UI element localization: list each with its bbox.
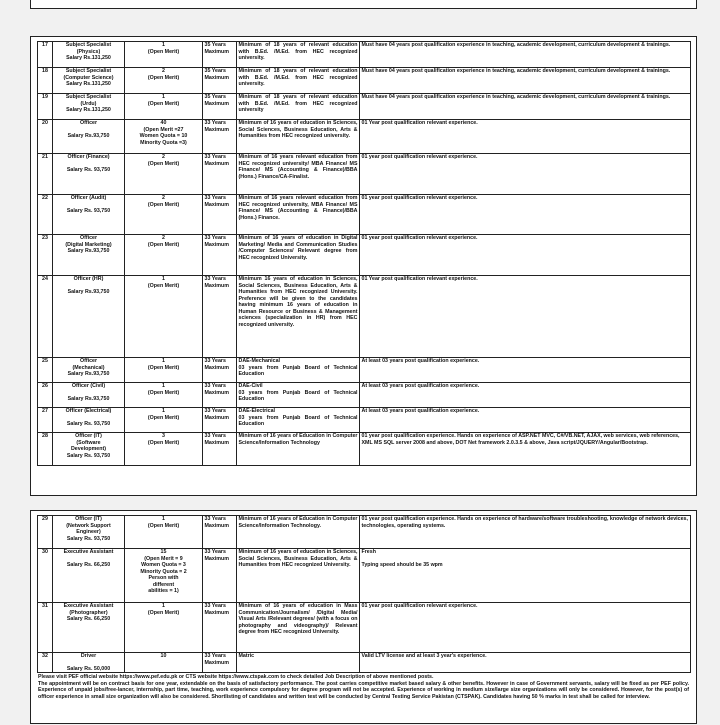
- post-title-cell: [53, 516, 125, 549]
- experience: 01 year post qualification experience. Hands on experience of hardware/software troubleshooting, knowledge of network devices, technologies, operating systems.: [360, 516, 691, 549]
- qualification: DAE-Mechanical 03 years from Punjab Board of Technical Education: [237, 358, 360, 383]
- note-terms: The appointment will be on contract basis for one year, extendable on the basis of satisfactory performance. The post carries competitive market based salary & other benefits. However in case of Government servants, salary will be fixed as per PEF policy. Experience of unpaid jobs/free-lancer, internship, part time, teaching, work experience compulsory for degree program will not be accepted. Experience of working in medium size/large size organizations will only be considered. However, for the post(s) of officer experience in small size organization will also be considered. Shortlisting of candidates and written test will be conducted by Central Testing Service Pakistan (CTSPAK). Candidates having 50 % marks in test shall be called for interview.: [38, 680, 689, 700]
- qualification: Minimum of 16 years of Education in Computer Science/Information Technology: [237, 433, 360, 466]
- qualification: DAE-Civil 03 years from Punjab Board of Technical Education: [237, 383, 360, 408]
- seat-quota: 40: [160, 120, 167, 126]
- table-row: [38, 549, 691, 603]
- table-row: [38, 154, 691, 195]
- experience: Must have 04 years post qualification experience in teaching, academic development, curriculum development & trainings.: [360, 42, 691, 68]
- qualification: Minimum of 16 years of education in Sciences, Social Sciences, Business Education, Arts & Humanities from HEC recognized university.: [237, 120, 360, 154]
- table-row: [38, 516, 691, 549]
- table-row: [38, 68, 691, 94]
- document-page-1: [30, 36, 697, 496]
- seat-quota: (Open Merit): [147, 201, 180, 208]
- table-row: [38, 408, 691, 433]
- post-number: 22: [38, 195, 53, 235]
- age-limit: 33 Years Maximum: [203, 235, 237, 276]
- post-number: 28: [38, 433, 53, 466]
- qualification: Minimum of 18 years of relevant education with B.Ed. /M.Ed. from HEC recognized university.: [237, 42, 360, 68]
- seat-quota: 15: [160, 549, 167, 555]
- age-limit: 33 Years Maximum: [203, 549, 237, 603]
- qualification: Minimum of 16 years of education in Digital Marketing/ Media and Communication Studies /Computer Sciences/ Relevant degree from HEC recognized University.: [237, 235, 360, 276]
- post-salary: Salary Rs. 66,250: [66, 561, 111, 568]
- seat-quota: (Open Merit): [147, 364, 180, 371]
- seat-quota: Women Quota = 3: [141, 562, 186, 568]
- footer-notes: [37, 673, 690, 700]
- post-number: 27: [38, 408, 53, 433]
- post-title: Officer (IT) (Network Support Engineer): [66, 516, 111, 535]
- post-title-cell: [53, 603, 125, 653]
- qualification: Minimum of 18 years of relevant education with B.Ed. /M.Ed. from HEC recognized university.: [237, 68, 360, 94]
- experience: 01 year post qualification relevant experience.: [360, 235, 691, 276]
- qualification: Minimum of 16 years relevant education from HEC recognized university/ MBA Finance/ MS Finance/ MS (Accounting & Finance)/BBA (Hons.) Finance/CA-Finalist.: [237, 154, 360, 195]
- post-title: Officer (Finance): [67, 154, 110, 160]
- note-website: Please visit PEF official website https://www.pef.edu.pk or CTS website https://www.ctspak.com to check detailed Job Description of above mentioned posts.: [38, 674, 434, 680]
- seat-quota: (Open Merit): [147, 74, 180, 81]
- seat-quota: Person with: [148, 575, 179, 581]
- posts-table-2: [37, 515, 691, 673]
- seats-cell: [125, 68, 203, 94]
- post-salary: Salary Rs.93,750: [67, 371, 110, 377]
- post-title-cell: [53, 358, 125, 383]
- post-salary: Salary Rs. 93,750: [66, 535, 111, 542]
- seats-cell: [125, 383, 203, 408]
- seats-cell: [125, 603, 203, 653]
- experience: 01 year post qualification relevant experience.: [360, 195, 691, 235]
- post-title: Officer (Digital Marketing): [65, 235, 112, 248]
- experience: 01 year post qualification experience. Hands on experience of ASP.NET MVC, C#/VB.NET, AJAX, web services, web references, XML MS SQL server 2008 and above, DOT Net framework 2.0.3.5 & above, Java script/JQUERY/Angular/Bootstrap.: [360, 433, 691, 466]
- seats-cell: [125, 276, 203, 358]
- seat-quota: 1: [162, 383, 165, 389]
- post-title: Officer (Mechanical): [72, 358, 105, 371]
- post-title: Officer (Electrical): [65, 408, 112, 414]
- seat-quota: 2: [162, 154, 165, 160]
- seats-cell: [125, 549, 203, 603]
- post-salary: Salary Rs.131,250: [66, 55, 111, 61]
- seats-cell: [125, 653, 203, 673]
- post-number: 19: [38, 94, 53, 120]
- post-title-cell: [53, 549, 125, 603]
- experience: 01 year post qualification relevant experience.: [360, 603, 691, 653]
- post-title-cell: [53, 276, 125, 358]
- seat-quota: 3: [162, 433, 165, 439]
- post-title: Subject Specialist (Physics): [65, 42, 112, 55]
- seat-quota: (Open Merit =27: [143, 126, 184, 133]
- table-row: [38, 603, 691, 653]
- qualification: DAE-Electrical 03 years from Punjab Board of Technical Education: [237, 408, 360, 433]
- post-number: 21: [38, 154, 53, 195]
- post-title-cell: [53, 120, 125, 154]
- seat-quota: (Open Merit): [147, 389, 180, 396]
- post-number: 29: [38, 516, 53, 549]
- seat-quota: 1: [162, 358, 165, 364]
- post-salary: Salary Rs.93,750: [67, 288, 110, 295]
- seat-quota: (Open Merit): [147, 241, 180, 248]
- seat-quota: (Open Merit): [147, 414, 180, 421]
- seat-quota: Minority Quota = 2: [140, 568, 187, 575]
- seat-quota: (Open Merit = 9: [144, 555, 183, 562]
- age-limit: 33 Years Maximum: [203, 383, 237, 408]
- qualification: Matric: [237, 653, 360, 673]
- seats-cell: [125, 94, 203, 120]
- post-salary: Salary Rs. 66,250: [66, 616, 111, 622]
- post-title: Driver: [80, 653, 97, 659]
- seats-cell: [125, 516, 203, 549]
- post-title-cell: [53, 433, 125, 466]
- post-number: 25: [38, 358, 53, 383]
- post-salary: Salary Rs. 93,750: [66, 420, 111, 427]
- post-number: 17: [38, 42, 53, 68]
- age-limit: 33 Years Maximum: [203, 653, 237, 673]
- post-title-cell: [53, 68, 125, 94]
- post-title-cell: [53, 235, 125, 276]
- post-title-cell: [53, 154, 125, 195]
- post-salary: Salary Rs.93,750: [67, 132, 110, 139]
- experience: Must have 04 years post qualification experience in teaching, academic development, curriculum development & trainings.: [360, 68, 691, 94]
- posts-table-1: [37, 41, 691, 466]
- post-salary: Salary Rs. 93,750: [66, 166, 111, 173]
- post-number: 20: [38, 120, 53, 154]
- post-title: Officer (Civil): [71, 383, 106, 389]
- seats-cell: [125, 154, 203, 195]
- experience: Valid LTV license and at least 3 year's experience.: [360, 653, 691, 673]
- seats-cell: [125, 358, 203, 383]
- age-limit: 35 Years Maximum: [203, 68, 237, 94]
- seat-quota: (Open Merit): [147, 439, 180, 446]
- experience: At least 03 years post qualification experience.: [360, 358, 691, 383]
- age-limit: 33 Years Maximum: [203, 358, 237, 383]
- document-page-2: [30, 510, 697, 724]
- post-title: Officer: [79, 120, 98, 126]
- post-title-cell: [53, 42, 125, 68]
- seat-quota: abilities = 1): [148, 588, 179, 594]
- experience: 01 year post qualification relevant experience.: [360, 154, 691, 195]
- post-number: 23: [38, 235, 53, 276]
- age-limit: 35 Years Maximum: [203, 42, 237, 68]
- experience: 01 Year post qualification relevant experience.: [360, 276, 691, 358]
- seat-quota: 2: [162, 195, 165, 201]
- seats-cell: [125, 195, 203, 235]
- table-row: [38, 120, 691, 154]
- age-limit: 33 Years Maximum: [203, 276, 237, 358]
- seats-cell: [125, 235, 203, 276]
- experience: 01 Year post qualification relevant experience.: [360, 120, 691, 154]
- post-title-cell: [53, 408, 125, 433]
- seats-cell: [125, 408, 203, 433]
- post-salary: Salary Rs.93,750: [67, 395, 110, 402]
- seat-quota: 2: [162, 68, 165, 74]
- age-limit: 33 Years Maximum: [203, 433, 237, 466]
- qualification: Minimum of 16 years of education in Sciences, Social Sciences, Business Education, Arts & Humanities from HEC recognized University.: [237, 549, 360, 603]
- seat-quota: Minority Quota =3): [140, 139, 187, 146]
- qualification: Minimum 16 years of education in Sciences, Social Sciences, Business Education, Arts & Humanities from HEC recognized University. Preference will be given to the candidates having minimum 16 years of education in Human Resource or Business & Management sciences (specialization in HR) from HEC recognized university.: [237, 276, 360, 358]
- age-limit: 33 Years Maximum: [203, 195, 237, 235]
- table-row: [38, 94, 691, 120]
- seat-quota: (Open Merit): [147, 282, 180, 289]
- age-limit: 33 Years Maximum: [203, 516, 237, 549]
- seat-quota: different: [152, 581, 175, 588]
- post-title: Officer (HR): [73, 276, 104, 282]
- post-title-cell: [53, 383, 125, 408]
- experience: Fresh Typing speed should be 35 wpm: [360, 549, 691, 603]
- post-salary: Salary Rs.131,250: [66, 81, 111, 87]
- table-row: [38, 433, 691, 466]
- table-row: [38, 383, 691, 408]
- seat-quota: 1: [162, 408, 165, 414]
- post-title: Officer (IT) (Software Development): [70, 433, 107, 452]
- post-title-cell: [53, 94, 125, 120]
- experience: At least 03 years post qualification experience.: [360, 383, 691, 408]
- post-title: Subject Specialist (Urdu): [65, 94, 112, 107]
- post-title: Officer (Audit): [70, 195, 107, 201]
- table-row: [38, 276, 691, 358]
- age-limit: 33 Years Maximum: [203, 603, 237, 653]
- seats-cell: [125, 433, 203, 466]
- post-number: 24: [38, 276, 53, 358]
- table-row: [38, 358, 691, 383]
- seat-quota: (Open Merit): [147, 160, 180, 167]
- age-limit: 33 Years Maximum: [203, 408, 237, 433]
- seat-quota: 1: [162, 516, 165, 522]
- seats-cell: [125, 120, 203, 154]
- seat-quota: 2: [162, 235, 165, 241]
- seat-quota: Women Quota = 10: [139, 133, 188, 139]
- post-salary: Salary Rs.131,250: [66, 107, 111, 113]
- qualification: Minimum of 16 years relevant education from HEC recognized university, MBA Finance/ MS Finance/ MS (Accounting & Finance)/BBA (Hons.) Finance.: [237, 195, 360, 235]
- table-row: [38, 653, 691, 673]
- seat-quota: 1: [162, 42, 165, 48]
- post-salary: Salary Rs.93,750: [67, 248, 110, 254]
- table-row: [38, 195, 691, 235]
- qualification: Minimum of 16 years of Education in Computer Science/Information Technology.: [237, 516, 360, 549]
- table-row: [38, 235, 691, 276]
- experience: At least 03 years post qualification experience.: [360, 408, 691, 433]
- seat-quota: 1: [162, 94, 165, 100]
- post-title: Executive Assistant: [63, 549, 114, 555]
- seat-quota: (Open Merit): [147, 100, 180, 107]
- table-row: [38, 42, 691, 68]
- qualification: Minimum of 18 years of relevant education with B.Ed. /M.Ed. from HEC recognized university: [237, 94, 360, 120]
- post-salary: Salary Rs. 50,000: [66, 665, 111, 672]
- age-limit: 35 Years Maximum: [203, 94, 237, 120]
- seat-quota: (Open Merit): [147, 522, 180, 529]
- post-number: 31: [38, 603, 53, 653]
- post-number: 32: [38, 653, 53, 673]
- experience: Must have 04 years post qualification experience in teaching, academic development, curriculum development & trainings.: [360, 94, 691, 120]
- seats-cell: [125, 42, 203, 68]
- post-title-cell: [53, 195, 125, 235]
- post-title: Executive Assistant (Photographer): [63, 603, 114, 616]
- post-title-cell: [53, 653, 125, 673]
- seat-quota: 10: [160, 653, 167, 659]
- post-title: Subject Specialist (Computer Science): [63, 68, 114, 81]
- previous-page-edge: [30, 0, 697, 9]
- post-salary: Salary Rs. 93,750: [66, 452, 111, 459]
- seat-quota: (Open Merit): [147, 609, 180, 616]
- post-number: 30: [38, 549, 53, 603]
- seat-quota: 1: [162, 603, 165, 609]
- post-number: 26: [38, 383, 53, 408]
- age-limit: 33 Years Maximum: [203, 154, 237, 195]
- seat-quota: (Open Merit): [147, 48, 180, 55]
- age-limit: 33 Years Maximum: [203, 120, 237, 154]
- seat-quota: 1: [162, 276, 165, 282]
- qualification: Minimum of 16 years of education in Mass Communication/Journalism/ /Digital Media/ Visual Arts /Relevant degrees/ (with a focus on photography and videography)/ Relevant degree from HEC recognized University.: [237, 603, 360, 653]
- post-number: 18: [38, 68, 53, 94]
- post-salary: Salary Rs. 93,750: [66, 207, 111, 214]
